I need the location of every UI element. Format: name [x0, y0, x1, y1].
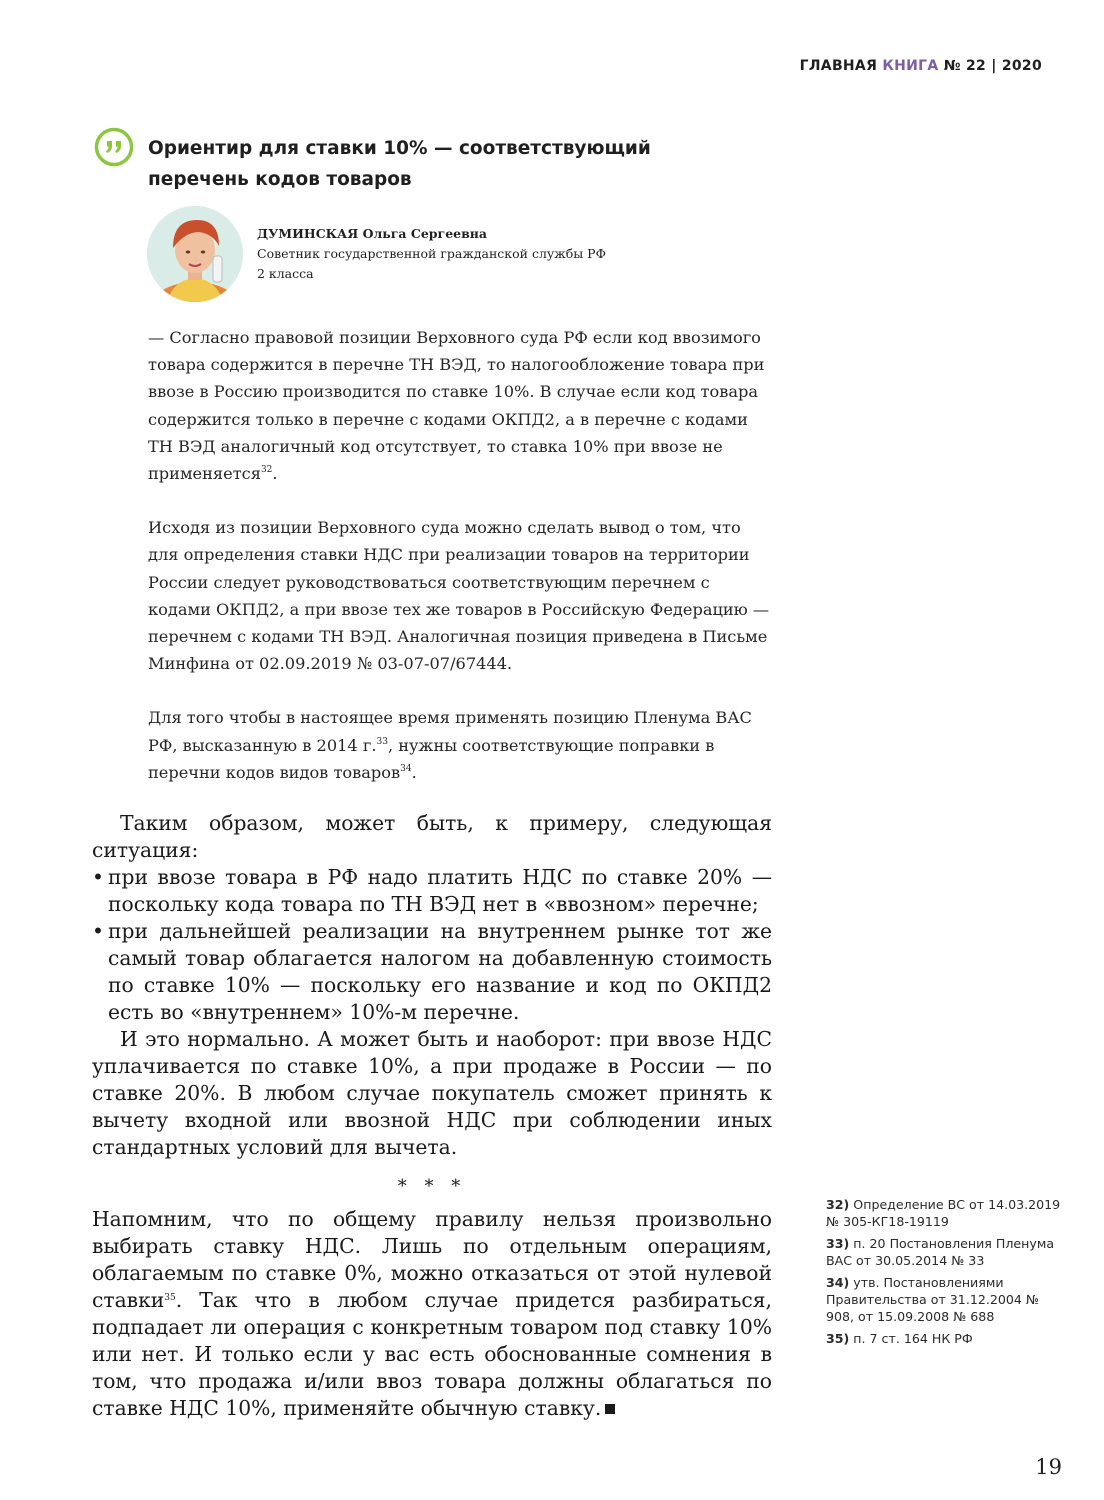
paragraph-text: . Так что в любом случае придется разбираться, подпадает ли операция с конкретным товаром под ставку 10% или нет. И только если у вас есть обоснованные сомнения в том, что продажа и/или ввоз товара должны облагаться по ставке НДС 10%, применяйте обычную ставку.	[92, 1288, 772, 1420]
list-item	[92, 864, 772, 918]
author-name: ДУМИНСКАЯ Ольга Сергеевна	[257, 226, 488, 241]
intro-paragraph: Таким образом, может быть, к примеру, следующая ситуация:	[92, 811, 772, 862]
footnote-ref: 32	[260, 465, 273, 476]
body-paragraph: И это нормально. А может быть и наоборот: при ввозе НДС уплачивается по ставке 10%, а при продаже в России — по ставке 20%. В любом случае покупатель сможет принять к вычету входной или ввозной НДС при соблюдении иных стандартных условий для вычета.	[92, 1027, 772, 1159]
footnote	[826, 1235, 1066, 1269]
footnote-text: Определение ВС от 14.03.2019 № 305-КГ18-19119	[826, 1197, 1061, 1229]
footnote	[826, 1330, 1066, 1347]
footnotes	[826, 1196, 1066, 1352]
footnote-number: 35)	[826, 1331, 850, 1346]
punctuation: .	[272, 464, 278, 484]
quote-paragraph: Исходя из позиции Верховного суда можно сделать вывод о том, что для определения ставки НДС при реализации товаров на территории России следует руководствоваться соответствующим перечнем с кодами ОКПД2, а при ввозе тех же товаров в Российскую Федерацию — перечнем с кодами ТН ВЭД. Аналогичная позиция приведена в Письме Минфина от 02.09.2019 № 03-07-07/67444.	[148, 518, 770, 674]
quote-title: Ориентир для ставки 10% — соответствующий перечень кодов товаров	[148, 138, 651, 190]
author-info	[257, 224, 677, 284]
bullet-list	[92, 864, 772, 1026]
quote-paragraph-text: Для того чтобы в настоящее время применять позицию Пленума ВАС РФ, высказанную в 2014 г.	[148, 708, 752, 755]
brand-name-part2: КНИГА	[882, 58, 939, 74]
author-rank: 2 класса	[257, 266, 314, 281]
footnote-text: п. 7 ст. 164 НК РФ	[853, 1331, 973, 1346]
issue-number: № 22 | 2020	[943, 58, 1042, 74]
author-position: Советник государственной гражданской службы РФ	[257, 246, 606, 261]
quote-paragraph-text: — Согласно правовой позиции Верховного суда РФ если код ввозимого товара содержится в перечне ТН ВЭД, то налогообложение товара при ввозе в Россию производится по ставке 10%. В случае если код товара содержится только в перечне с кодами ОКПД2, а в перечне с кодами ТН ВЭД аналогичный код отсутствует, то ставка 10% при ввозе не применяется	[148, 328, 765, 484]
quote-paragraph	[148, 704, 773, 786]
footnote-number: 32)	[826, 1197, 850, 1212]
end-of-article-icon	[605, 1404, 615, 1414]
footnote	[826, 1196, 1066, 1230]
footnote-text: п. 20 Постановления Пленума ВАС от 30.05.2014 № 33	[826, 1236, 1055, 1268]
footnote-ref: 34	[400, 763, 412, 774]
list-item	[92, 918, 772, 1026]
list-item-text: при дальнейшей реализации на внутреннем рынке тот же самый товар облагается налогом на добавленную стоимость по ставке 10% — поскольку его название и код по ОКПД2 есть во «внутреннем» 10%-м перечне.	[108, 919, 772, 1024]
section-separator: * * *	[397, 1176, 467, 1197]
bullet-icon: •	[92, 919, 104, 943]
article-body	[92, 810, 772, 1422]
quote-mark-icon	[94, 127, 134, 167]
brand-name-part1: ГЛАВНАЯ	[799, 58, 878, 74]
list-item-text: при ввозе товара в РФ надо платить НДС по ставке 20% — поскольку кода товара по ТН ВЭД нет в «ввозном» перечне;	[108, 865, 772, 916]
footnote-ref: 35	[164, 1293, 176, 1303]
footnote	[826, 1274, 1066, 1325]
footnote-number: 34)	[826, 1275, 850, 1290]
punctuation: .	[411, 762, 417, 782]
bullet-icon: •	[92, 865, 104, 889]
quote-paragraph	[148, 324, 773, 487]
paragraph-text: Напомним, что по общему правилу нельзя произвольно выбирать ставку НДС. Лишь по отдельным операциям, облагаемым по ставке 0%, можно отказаться от этой нулевой ставки	[92, 1207, 772, 1312]
masthead	[800, 58, 1042, 74]
quote-paragraph-text: , нужны соответствующие поправки в перечни кодов видов товаров	[148, 735, 715, 782]
quote-body	[148, 324, 773, 786]
footnote-text: утв. Постановлениями Правительства от 31.12.2004 № 908, от 15.09.2008 № 688	[826, 1275, 1039, 1324]
footnote-ref: 33	[376, 736, 388, 747]
footnote-number: 33)	[826, 1236, 850, 1251]
final-paragraph	[92, 1206, 772, 1422]
page-number: 19	[1035, 1455, 1062, 1479]
author-photo	[147, 206, 243, 302]
